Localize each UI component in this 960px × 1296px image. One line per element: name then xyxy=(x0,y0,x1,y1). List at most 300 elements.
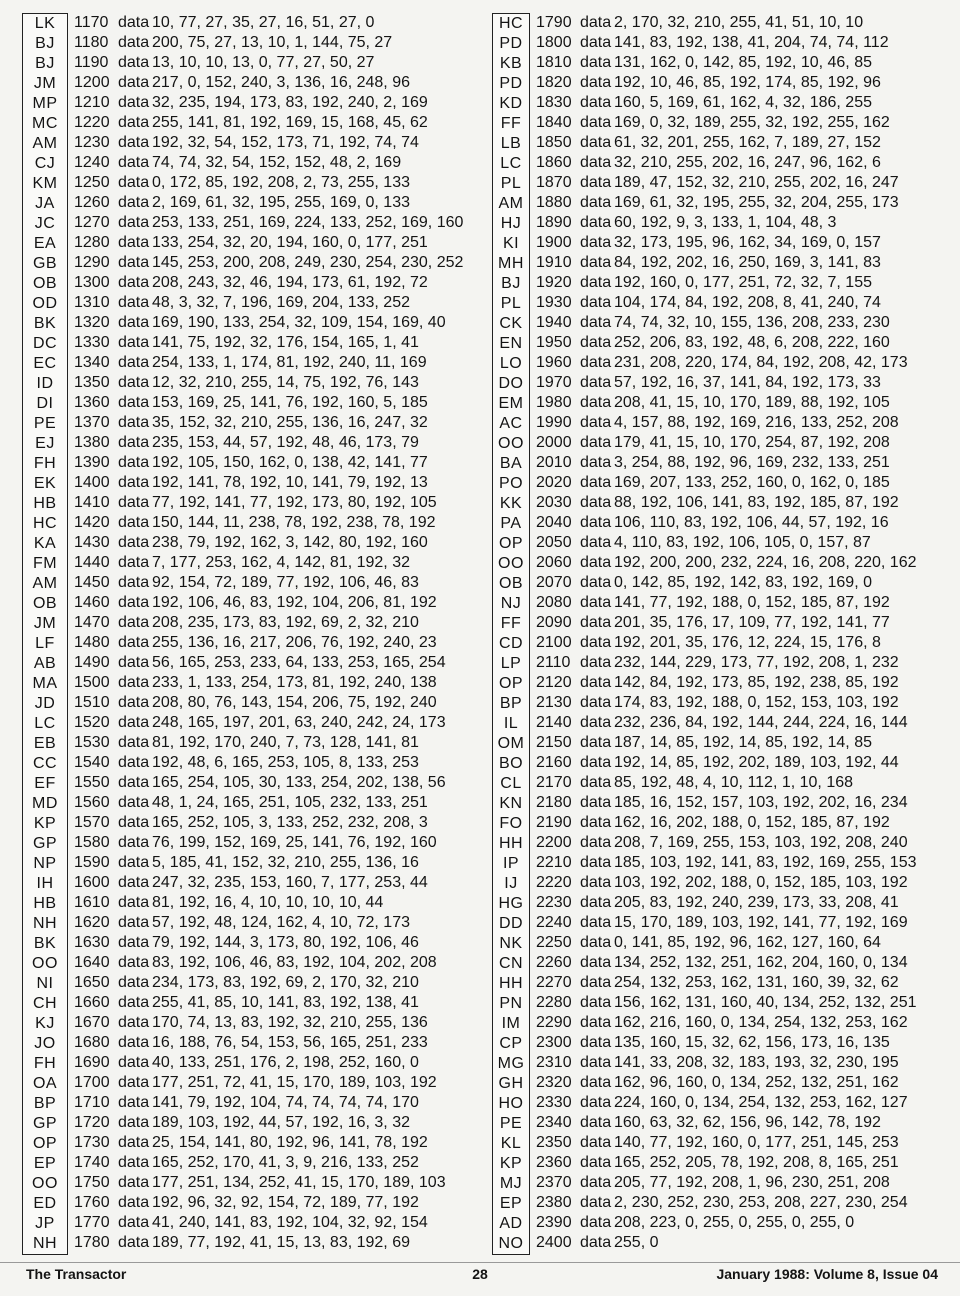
checksum-code: KI xyxy=(502,235,520,252)
data-line xyxy=(74,53,463,73)
data-values: 177, 251, 134, 252, 41, 15, 170, 189, 103 xyxy=(152,1174,446,1191)
line-number: 1460 xyxy=(74,594,110,611)
data-values: 162, 16, 202, 188, 0, 152, 185, 87, 192 xyxy=(614,814,890,831)
line-number: 1480 xyxy=(74,634,110,651)
data-values: 4, 157, 88, 192, 169, 216, 133, 252, 208 xyxy=(614,414,899,431)
data-values: 238, 79, 192, 162, 3, 142, 80, 192, 160 xyxy=(152,534,428,551)
line-number: 1690 xyxy=(74,1054,110,1071)
data-keyword: data xyxy=(580,554,612,571)
data-keyword: data xyxy=(118,1194,150,1211)
checksum-code: OO xyxy=(32,955,58,972)
line-number: 2060 xyxy=(536,554,572,571)
data-values: 208, 41, 15, 10, 170, 189, 88, 192, 105 xyxy=(614,394,890,411)
checksum-code: AC xyxy=(499,415,523,432)
checksum-code: AD xyxy=(499,1215,523,1232)
data-values: 2, 230, 252, 230, 253, 208, 227, 230, 254 xyxy=(614,1194,908,1211)
data-keyword: data xyxy=(118,314,150,331)
checksum-code: NP xyxy=(33,855,57,872)
page-number: 28 xyxy=(472,1266,488,1282)
checksum-code: BK xyxy=(33,315,57,332)
data-keyword: data xyxy=(118,674,150,691)
data-keyword: data xyxy=(580,974,612,991)
data-keyword: data xyxy=(580,374,612,391)
checksum-code: NI xyxy=(36,975,54,992)
line-number: 2370 xyxy=(536,1174,572,1191)
data-values: 192, 105, 150, 162, 0, 138, 42, 141, 77 xyxy=(152,454,428,471)
data-line xyxy=(74,1193,463,1213)
data-line xyxy=(536,413,916,433)
data-line xyxy=(536,1133,916,1153)
checksum-code: PO xyxy=(498,475,524,492)
checksum-code: EN xyxy=(499,335,523,352)
data-line xyxy=(536,533,916,553)
data-line xyxy=(74,1213,463,1233)
data-values: 106, 110, 83, 192, 106, 44, 57, 192, 16 xyxy=(614,514,889,531)
data-keyword: data xyxy=(580,734,612,751)
line-number: 1710 xyxy=(74,1094,110,1111)
checksum-code: GB xyxy=(32,255,58,272)
data-values: 131, 162, 0, 142, 85, 192, 10, 46, 85 xyxy=(614,54,872,71)
checksum-code: KK xyxy=(499,495,523,512)
checksum-code: JA xyxy=(35,195,55,212)
data-keyword: data xyxy=(580,1094,612,1111)
data-keyword: data xyxy=(118,14,150,31)
data-values: 224, 160, 0, 134, 254, 132, 253, 162, 127 xyxy=(614,1094,908,1111)
line-number: 1850 xyxy=(536,134,572,151)
data-keyword: data xyxy=(580,774,612,791)
data-line xyxy=(536,993,916,1013)
checksum-code: PL xyxy=(500,295,522,312)
data-line xyxy=(74,673,463,693)
checksum-code: ID xyxy=(36,375,54,392)
line-number: 1760 xyxy=(74,1194,110,1211)
data-keyword: data xyxy=(118,874,150,891)
checksum-code: CP xyxy=(499,1035,523,1052)
checksum-code: CD xyxy=(498,635,524,652)
line-number: 2220 xyxy=(536,874,572,891)
line-number: 1980 xyxy=(536,394,572,411)
data-keyword: data xyxy=(580,74,612,91)
data-line xyxy=(74,73,463,93)
data-keyword: data xyxy=(118,474,150,491)
data-values: 48, 3, 32, 7, 196, 169, 204, 133, 252 xyxy=(152,294,410,311)
checksum-code: GH xyxy=(498,1075,524,1092)
data-keyword: data xyxy=(580,154,612,171)
line-number: 1650 xyxy=(74,974,110,991)
data-values: 88, 192, 106, 141, 83, 192, 185, 87, 192 xyxy=(614,494,899,511)
data-values: 104, 174, 84, 192, 208, 8, 41, 240, 74 xyxy=(614,294,881,311)
data-values: 177, 251, 72, 41, 15, 170, 189, 103, 192 xyxy=(152,1074,437,1091)
line-number: 1290 xyxy=(74,254,110,271)
data-values: 5, 185, 41, 152, 32, 210, 255, 136, 16 xyxy=(152,854,419,871)
checksum-code: LF xyxy=(35,635,55,652)
checksum-code: CJ xyxy=(34,155,56,172)
data-keyword: data xyxy=(118,834,150,851)
data-keyword: data xyxy=(118,894,150,911)
checksum-code: EP xyxy=(33,1155,57,1172)
checksum-code: IM xyxy=(501,1015,521,1032)
checksum-code: DO xyxy=(498,375,524,392)
checksum-code: KN xyxy=(499,795,523,812)
line-number: 1400 xyxy=(74,474,110,491)
data-values: 76, 199, 152, 169, 25, 141, 76, 192, 160 xyxy=(152,834,437,851)
checksum-code: EA xyxy=(33,235,57,252)
data-keyword: data xyxy=(118,1034,150,1051)
line-number: 1770 xyxy=(74,1214,110,1231)
data-values: 235, 153, 44, 57, 192, 48, 46, 173, 79 xyxy=(152,434,419,451)
data-values: 83, 192, 106, 46, 83, 192, 104, 202, 208 xyxy=(152,954,437,971)
data-line xyxy=(536,1213,916,1233)
data-line xyxy=(74,933,463,953)
data-line xyxy=(536,873,916,893)
data-line xyxy=(536,493,916,513)
data-values: 77, 192, 141, 77, 192, 173, 80, 192, 105 xyxy=(152,494,437,511)
checksum-code: BJ xyxy=(35,35,55,52)
checksum-code: LC xyxy=(500,155,522,172)
checksum-code: HC xyxy=(498,15,524,32)
data-values: 13, 10, 10, 13, 0, 77, 27, 50, 27 xyxy=(152,54,375,71)
data-keyword: data xyxy=(580,134,612,151)
data-values: 179, 41, 15, 10, 170, 254, 87, 192, 208 xyxy=(614,434,890,451)
checksum-code: EM xyxy=(498,395,524,412)
line-number: 1570 xyxy=(74,814,110,831)
line-number: 2080 xyxy=(536,594,572,611)
data-line xyxy=(536,673,916,693)
data-values: 103, 192, 202, 188, 0, 152, 185, 103, 192 xyxy=(614,874,908,891)
line-number: 1610 xyxy=(74,894,110,911)
checksum-code: DC xyxy=(32,335,58,352)
data-line xyxy=(536,633,916,653)
data-values: 189, 77, 192, 41, 15, 13, 83, 192, 69 xyxy=(152,1234,410,1251)
data-values: 185, 103, 192, 141, 83, 192, 169, 255, 153 xyxy=(614,854,917,871)
data-line xyxy=(536,333,916,353)
data-keyword: data xyxy=(118,554,150,571)
line-number: 1790 xyxy=(536,14,572,31)
line-number: 1540 xyxy=(74,754,110,771)
data-line xyxy=(536,653,916,673)
data-values: 153, 169, 25, 141, 76, 192, 160, 5, 185 xyxy=(152,394,428,411)
data-keyword: data xyxy=(118,954,150,971)
data-line xyxy=(536,1053,916,1073)
data-keyword: data xyxy=(118,234,150,251)
data-keyword: data xyxy=(580,534,612,551)
data-values: 192, 141, 78, 192, 10, 141, 79, 192, 13 xyxy=(152,474,428,491)
data-line xyxy=(74,1153,463,1173)
data-keyword: data xyxy=(118,374,150,391)
line-number: 1670 xyxy=(74,1014,110,1031)
data-values: 248, 165, 197, 201, 63, 240, 242, 24, 173 xyxy=(152,714,446,731)
data-keyword: data xyxy=(118,154,150,171)
checksum-code: FO xyxy=(499,815,523,832)
data-values: 3, 254, 88, 192, 96, 169, 232, 133, 251 xyxy=(614,454,890,471)
data-keyword: data xyxy=(118,494,150,511)
line-number: 1830 xyxy=(536,94,572,111)
data-line xyxy=(74,793,463,813)
checksum-code: EK xyxy=(33,475,57,492)
line-number: 1170 xyxy=(74,14,109,31)
line-number: 1500 xyxy=(74,674,110,691)
checksum-code: MC xyxy=(32,115,58,132)
line-number: 1890 xyxy=(536,214,572,231)
checksum-code: FH xyxy=(33,455,57,472)
data-keyword: data xyxy=(580,1114,612,1131)
data-keyword: data xyxy=(580,34,612,51)
data-line xyxy=(74,633,463,653)
data-values: 255, 41, 85, 10, 141, 83, 192, 138, 41 xyxy=(152,994,419,1011)
data-keyword: data xyxy=(118,394,150,411)
data-values: 232, 144, 229, 173, 77, 192, 208, 1, 232 xyxy=(614,654,899,671)
line-number: 2390 xyxy=(536,1214,572,1231)
data-line xyxy=(74,413,463,433)
data-line xyxy=(536,73,916,93)
line-number: 1990 xyxy=(536,414,572,431)
data-keyword: data xyxy=(580,294,612,311)
data-values: 141, 79, 192, 104, 74, 74, 74, 74, 170 xyxy=(152,1094,419,1111)
data-line xyxy=(536,393,916,413)
data-line xyxy=(536,1233,916,1253)
data-keyword: data xyxy=(580,54,612,71)
data-line xyxy=(74,373,463,393)
data-values: 142, 84, 192, 173, 85, 192, 238, 85, 192 xyxy=(614,674,899,691)
data-keyword: data xyxy=(118,1114,150,1131)
data-values: 15, 170, 189, 103, 192, 141, 77, 192, 169 xyxy=(614,914,908,931)
data-values: 192, 14, 85, 192, 202, 189, 103, 192, 44 xyxy=(614,754,899,771)
data-line xyxy=(74,753,463,773)
data-values: 160, 5, 169, 61, 162, 4, 32, 186, 255 xyxy=(614,94,872,111)
data-values: 255, 0 xyxy=(614,1234,659,1251)
checksum-code: IJ xyxy=(504,875,518,892)
data-keyword: data xyxy=(580,1134,612,1151)
data-values: 192, 160, 0, 177, 251, 72, 32, 7, 155 xyxy=(614,274,872,291)
data-line xyxy=(536,1193,916,1213)
data-line xyxy=(536,733,916,753)
checksum-code: DI xyxy=(36,395,54,412)
data-values: 141, 75, 192, 32, 176, 154, 165, 1, 41 xyxy=(152,334,419,351)
line-number: 2360 xyxy=(536,1154,572,1171)
data-keyword: data xyxy=(580,454,612,471)
left-checksum-codes xyxy=(22,13,68,1255)
line-number: 1860 xyxy=(536,154,572,171)
line-number: 1360 xyxy=(74,394,110,411)
checksum-code: CL xyxy=(500,775,522,792)
line-number: 1320 xyxy=(74,314,110,331)
data-values: 0, 172, 85, 192, 208, 2, 73, 255, 133 xyxy=(152,174,410,191)
checksum-code: NH xyxy=(32,1235,58,1252)
line-number: 1300 xyxy=(74,274,110,291)
data-values: 32, 173, 195, 96, 162, 34, 169, 0, 157 xyxy=(614,234,881,251)
line-number: 1430 xyxy=(74,534,110,551)
data-values: 0, 141, 85, 192, 96, 162, 127, 160, 64 xyxy=(614,934,881,951)
data-values: 141, 33, 208, 32, 183, 193, 32, 230, 195 xyxy=(614,1054,899,1071)
data-values: 205, 83, 192, 240, 239, 173, 33, 208, 41 xyxy=(614,894,899,911)
data-line xyxy=(74,293,463,313)
data-keyword: data xyxy=(118,74,150,91)
data-keyword: data xyxy=(118,974,150,991)
data-line xyxy=(536,13,916,33)
data-line xyxy=(74,573,463,593)
data-values: 4, 110, 83, 192, 106, 105, 0, 157, 87 xyxy=(614,534,871,551)
data-values: 141, 83, 192, 138, 41, 204, 74, 74, 112 xyxy=(614,34,889,51)
line-number: 2260 xyxy=(536,954,572,971)
line-number: 2150 xyxy=(536,734,572,751)
data-values: 192, 200, 200, 232, 224, 16, 208, 220, 162 xyxy=(614,554,917,571)
checksum-code: OM xyxy=(497,735,525,752)
checksum-code: OB xyxy=(32,595,58,612)
data-values: 162, 216, 160, 0, 134, 254, 132, 253, 162 xyxy=(614,1014,908,1031)
data-keyword: data xyxy=(580,354,612,371)
data-values: 35, 152, 32, 210, 255, 136, 16, 247, 32 xyxy=(152,414,428,431)
line-number: 1380 xyxy=(74,434,110,451)
checksum-code: OA xyxy=(32,1075,58,1092)
data-line xyxy=(74,173,463,193)
data-line xyxy=(74,773,463,793)
data-line xyxy=(74,333,463,353)
checksum-code: OB xyxy=(32,275,58,292)
data-line xyxy=(536,1013,916,1033)
checksum-code: EF xyxy=(34,775,56,792)
data-line xyxy=(74,653,463,673)
data-values: 60, 192, 9, 3, 133, 1, 104, 48, 3 xyxy=(614,214,837,231)
data-line xyxy=(74,853,463,873)
line-number: 1910 xyxy=(536,254,572,271)
checksum-code: KP xyxy=(499,1155,523,1172)
checksum-code: OP xyxy=(498,675,524,692)
data-keyword: data xyxy=(580,394,612,411)
data-line xyxy=(74,1073,463,1093)
data-keyword: data xyxy=(118,194,150,211)
checksum-code: AM xyxy=(32,575,58,592)
data-line xyxy=(536,293,916,313)
data-line xyxy=(74,353,463,373)
line-number: 2170 xyxy=(536,774,572,791)
data-values: 32, 210, 255, 202, 16, 247, 96, 162, 6 xyxy=(614,154,881,171)
data-keyword: data xyxy=(118,734,150,751)
data-keyword: data xyxy=(580,674,612,691)
line-number: 1200 xyxy=(74,74,110,91)
data-keyword: data xyxy=(118,594,150,611)
data-keyword: data xyxy=(580,954,612,971)
checksum-code: IH xyxy=(36,875,54,892)
data-line xyxy=(536,1073,916,1093)
data-values: 81, 192, 16, 4, 10, 10, 10, 10, 44 xyxy=(152,894,384,911)
line-number: 1470 xyxy=(74,614,110,631)
line-number: 1410 xyxy=(74,494,110,511)
checksum-code: HC xyxy=(32,515,58,532)
data-keyword: data xyxy=(118,994,150,1011)
data-keyword: data xyxy=(118,94,150,111)
checksum-code: PD xyxy=(499,75,523,92)
checksum-code: JM xyxy=(33,615,57,632)
checksum-code: OO xyxy=(32,1175,58,1192)
data-line xyxy=(74,493,463,513)
data-values: 41, 240, 141, 83, 192, 104, 32, 92, 154 xyxy=(152,1214,428,1231)
data-values: 160, 63, 32, 62, 156, 96, 142, 78, 192 xyxy=(614,1114,881,1131)
checksum-code: HH xyxy=(498,975,524,992)
data-keyword: data xyxy=(118,794,150,811)
data-line xyxy=(74,1053,463,1073)
line-number: 1530 xyxy=(74,734,110,751)
data-line xyxy=(536,153,916,173)
line-number: 1220 xyxy=(74,114,110,131)
checksum-code: DD xyxy=(498,915,524,932)
data-keyword: data xyxy=(118,1074,150,1091)
data-values: 40, 133, 251, 176, 2, 198, 252, 160, 0 xyxy=(152,1054,419,1071)
checksum-code: MA xyxy=(32,675,58,692)
checksum-code: EB xyxy=(33,735,57,752)
data-values: 217, 0, 152, 240, 3, 136, 16, 248, 96 xyxy=(152,74,410,91)
checksum-code: IL xyxy=(503,715,519,732)
data-values: 252, 206, 83, 192, 48, 6, 208, 222, 160 xyxy=(614,334,890,351)
line-number: 1340 xyxy=(74,354,110,371)
data-line xyxy=(74,433,463,453)
data-keyword: data xyxy=(118,914,150,931)
page-footer xyxy=(0,1266,960,1286)
data-line xyxy=(74,253,463,273)
line-number: 2000 xyxy=(536,434,572,451)
data-keyword: data xyxy=(118,1014,150,1031)
data-line xyxy=(74,473,463,493)
line-number: 1590 xyxy=(74,854,110,871)
line-number: 1940 xyxy=(536,314,572,331)
data-line xyxy=(536,593,916,613)
data-line xyxy=(74,393,463,413)
data-keyword: data xyxy=(580,1014,612,1031)
data-keyword: data xyxy=(118,1234,150,1251)
data-line xyxy=(536,853,916,873)
data-keyword: data xyxy=(118,434,150,451)
data-line xyxy=(536,53,916,73)
data-values: 254, 133, 1, 174, 81, 192, 240, 11, 169 xyxy=(152,354,427,371)
line-number: 1180 xyxy=(74,34,109,51)
data-line xyxy=(74,713,463,733)
line-number: 2050 xyxy=(536,534,572,551)
data-keyword: data xyxy=(118,1174,150,1191)
data-keyword: data xyxy=(580,694,612,711)
data-keyword: data xyxy=(118,694,150,711)
data-keyword: data xyxy=(118,34,150,51)
checksum-code: OO xyxy=(498,555,524,572)
data-keyword: data xyxy=(118,754,150,771)
line-number: 2240 xyxy=(536,914,572,931)
data-keyword: data xyxy=(580,894,612,911)
data-values: 192, 201, 35, 176, 12, 224, 15, 176, 8 xyxy=(614,634,881,651)
line-number: 2160 xyxy=(536,754,572,771)
data-line xyxy=(536,693,916,713)
data-line xyxy=(74,233,463,253)
line-number: 1520 xyxy=(74,714,110,731)
data-values: 74, 74, 32, 10, 155, 136, 208, 233, 230 xyxy=(614,314,890,331)
data-keyword: data xyxy=(580,1194,612,1211)
data-line xyxy=(74,913,463,933)
data-line xyxy=(74,113,463,133)
checksum-code: HG xyxy=(498,895,524,912)
line-number: 2250 xyxy=(536,934,572,951)
line-number: 1190 xyxy=(74,54,109,71)
data-keyword: data xyxy=(580,634,612,651)
data-line xyxy=(536,373,916,393)
line-number: 2350 xyxy=(536,1134,572,1151)
checksum-code: HB xyxy=(33,895,57,912)
line-number: 1970 xyxy=(536,374,572,391)
data-values: 189, 103, 192, 44, 57, 192, 16, 3, 32 xyxy=(152,1114,410,1131)
data-keyword: data xyxy=(118,774,150,791)
data-values: 192, 32, 54, 152, 173, 71, 192, 74, 74 xyxy=(152,134,419,151)
line-number: 2230 xyxy=(536,894,572,911)
data-line xyxy=(74,1013,463,1033)
data-line xyxy=(74,693,463,713)
data-line xyxy=(536,833,916,853)
checksum-code: JD xyxy=(34,695,56,712)
